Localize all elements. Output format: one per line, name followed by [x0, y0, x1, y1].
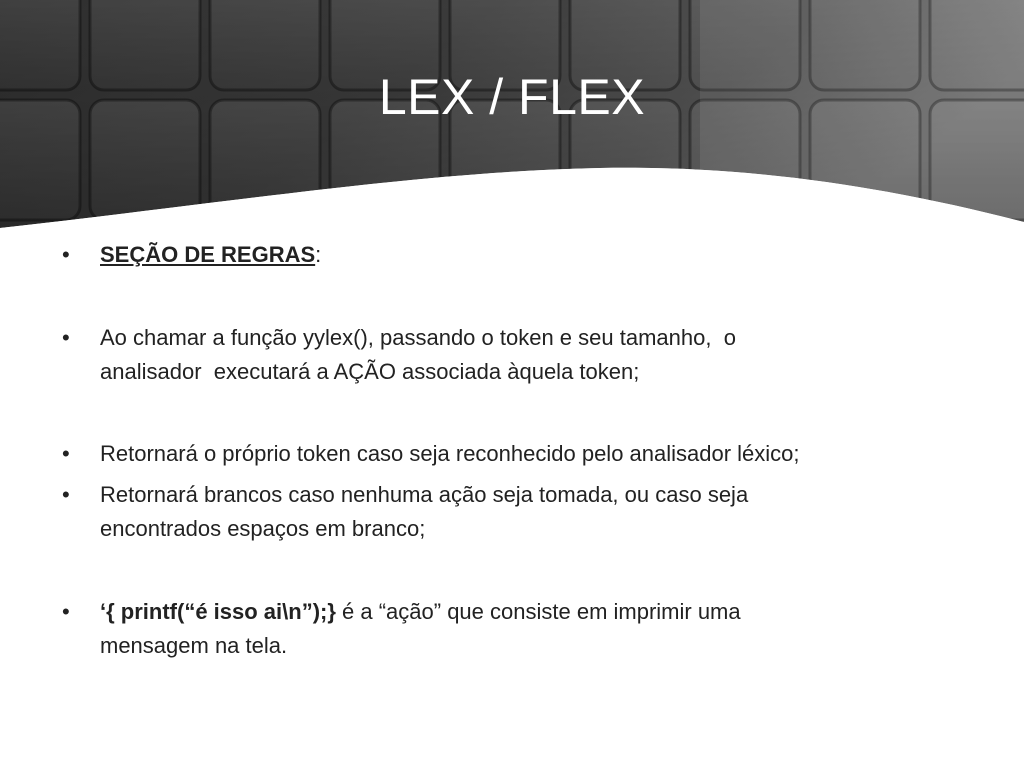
bullet-icon: •: [62, 482, 70, 507]
section-heading: SEÇÃO DE REGRAS: [100, 242, 316, 267]
bullet-line-1: Ao chamar a função yylex(), passando o token e seu tamanho, o: [100, 325, 736, 350]
bullet-text: Retornará o próprio token caso seja reconhecido pelo analisador léxico;: [100, 441, 800, 466]
bullet-icon: •: [62, 441, 70, 466]
bullet-line-2: mensagem na tela.: [100, 633, 288, 658]
bullet-line-2: analisador executará a AÇÃO associada àquela token;: [100, 359, 640, 384]
printf-code: ‘{ printf(“é isso ai\n”);}: [100, 599, 336, 624]
bullet-line-2: encontrados espaços em branco;: [100, 516, 426, 541]
slide-title: LEX / FLEX: [378, 69, 646, 125]
bullet-text: [100, 595, 890, 663]
bullet-icon: •: [62, 325, 70, 350]
bullet-item-yylex: [62, 321, 882, 389]
bullet-text: [100, 478, 890, 546]
bullet-icon: •: [62, 242, 70, 267]
bullet-item-return-blanks: [62, 478, 882, 546]
bullet-icon: •: [62, 599, 70, 624]
heading-suffix: :: [315, 242, 322, 267]
bullet-line-1: Retornará brancos caso nenhuma ação seja tomada, ou caso seja: [100, 482, 749, 507]
bullet-text: [100, 238, 890, 272]
bullet-line-1-rest: é a “ação” que consiste em imprimir uma: [335, 599, 741, 624]
bullet-line-1: [100, 595, 890, 629]
bullet-text: [100, 321, 890, 389]
bullet-item-printf-action: [62, 595, 882, 663]
